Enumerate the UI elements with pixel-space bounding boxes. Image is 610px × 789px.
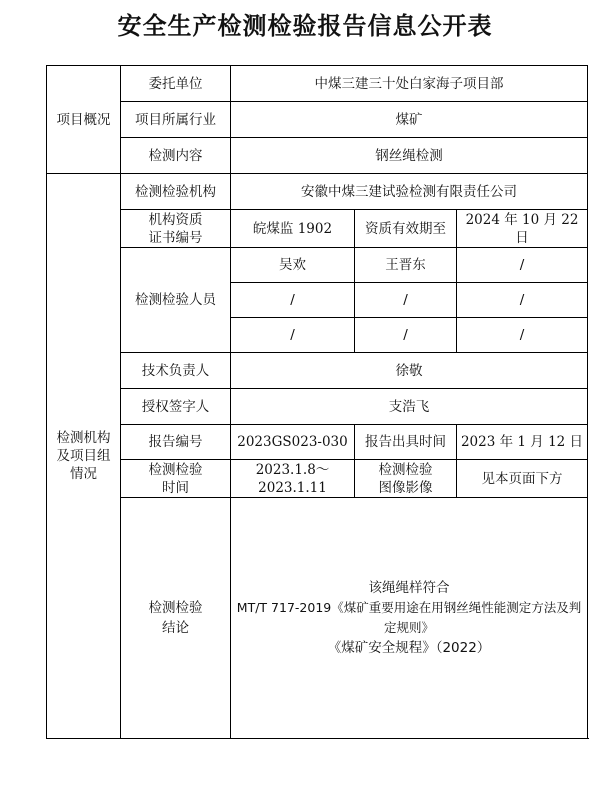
personnel-label: 检测检验人员 <box>121 248 231 353</box>
personnel-cell: 吴欢 <box>231 248 355 283</box>
institution-label: 检测检验机构 <box>121 174 231 210</box>
test-time-label <box>121 460 231 498</box>
image-value: 见本页面下方 <box>457 460 588 498</box>
tech-lead-label: 技术负责人 <box>121 353 231 389</box>
personnel-cell: / <box>355 318 457 353</box>
test-content-label: 检测内容 <box>121 138 231 174</box>
client-value: 中煤三建三十处白家海子项目部 <box>231 66 588 102</box>
conclusion-line1: 该绳绳样符合 <box>368 580 450 596</box>
test-time-label-line1: 检测检验 <box>148 461 203 478</box>
personnel-cell: / <box>231 318 355 353</box>
cert-label-line2: 证书编号 <box>148 229 203 246</box>
institution-value: 安徽中煤三建试验检测有限责任公司 <box>231 174 588 210</box>
conclusion-value <box>231 498 588 739</box>
cert-number: 皖煤监 1902 <box>231 210 355 248</box>
section-conclusion-label-line1: 检测检验 <box>148 600 203 616</box>
validity-label: 资质有效期至 <box>355 210 457 248</box>
report-date-label: 报告出具时间 <box>355 425 457 460</box>
validity-value: 2024 年 10 月 22 日 <box>457 210 588 248</box>
client-label: 委托单位 <box>121 66 231 102</box>
signer-label: 授权签字人 <box>121 389 231 425</box>
personnel-cell: / <box>457 248 588 283</box>
personnel-cell: 王晋东 <box>355 248 457 283</box>
report-no-value: 2023GS023-030 <box>231 425 355 460</box>
section-institution-label-line1: 检测机构 <box>56 430 111 446</box>
conclusion-line3: 《煤矿安全规程》（2022） <box>327 640 491 656</box>
report-no-label: 报告编号 <box>121 425 231 460</box>
personnel-cell: / <box>457 318 588 353</box>
section-project-overview-label: 项目概况 <box>47 66 121 174</box>
report-date-value: 2023 年 1 月 12 日 <box>457 425 588 460</box>
tech-lead-value: 徐敬 <box>231 353 588 389</box>
personnel-cell: / <box>231 283 355 318</box>
section-institution-label <box>47 174 121 739</box>
test-content-value: 钢丝绳检测 <box>231 138 588 174</box>
cert-label <box>121 210 231 248</box>
section-conclusion-label-line2: 结论 <box>162 620 189 636</box>
info-table <box>46 65 588 739</box>
personnel-cell: / <box>355 283 457 318</box>
page-title: 安全生产检测检验报告信息公开表 <box>117 11 493 40</box>
test-time-label-line2: 时间 <box>162 479 189 496</box>
personnel-cell: / <box>457 283 588 318</box>
image-label-line1: 检测检验 <box>378 461 433 478</box>
image-label-line2: 图像影像 <box>378 479 433 496</box>
signer-value: 支浩飞 <box>231 389 588 425</box>
section-conclusion-label <box>121 498 231 739</box>
industry-value: 煤矿 <box>231 102 588 138</box>
cert-label-line1: 机构资质 <box>148 211 203 228</box>
industry-label: 项目所属行业 <box>121 102 231 138</box>
section-institution-label-line2: 及项目组 <box>56 448 111 464</box>
conclusion-line2: MT/T 717-2019《煤矿重要用途在用钢丝绳性能测定方法及判定规则》 <box>236 600 582 635</box>
image-label <box>355 460 457 498</box>
section-institution-label-line3: 情况 <box>70 466 97 482</box>
test-time-value: 2023.1.8～2023.1.11 <box>231 460 355 498</box>
